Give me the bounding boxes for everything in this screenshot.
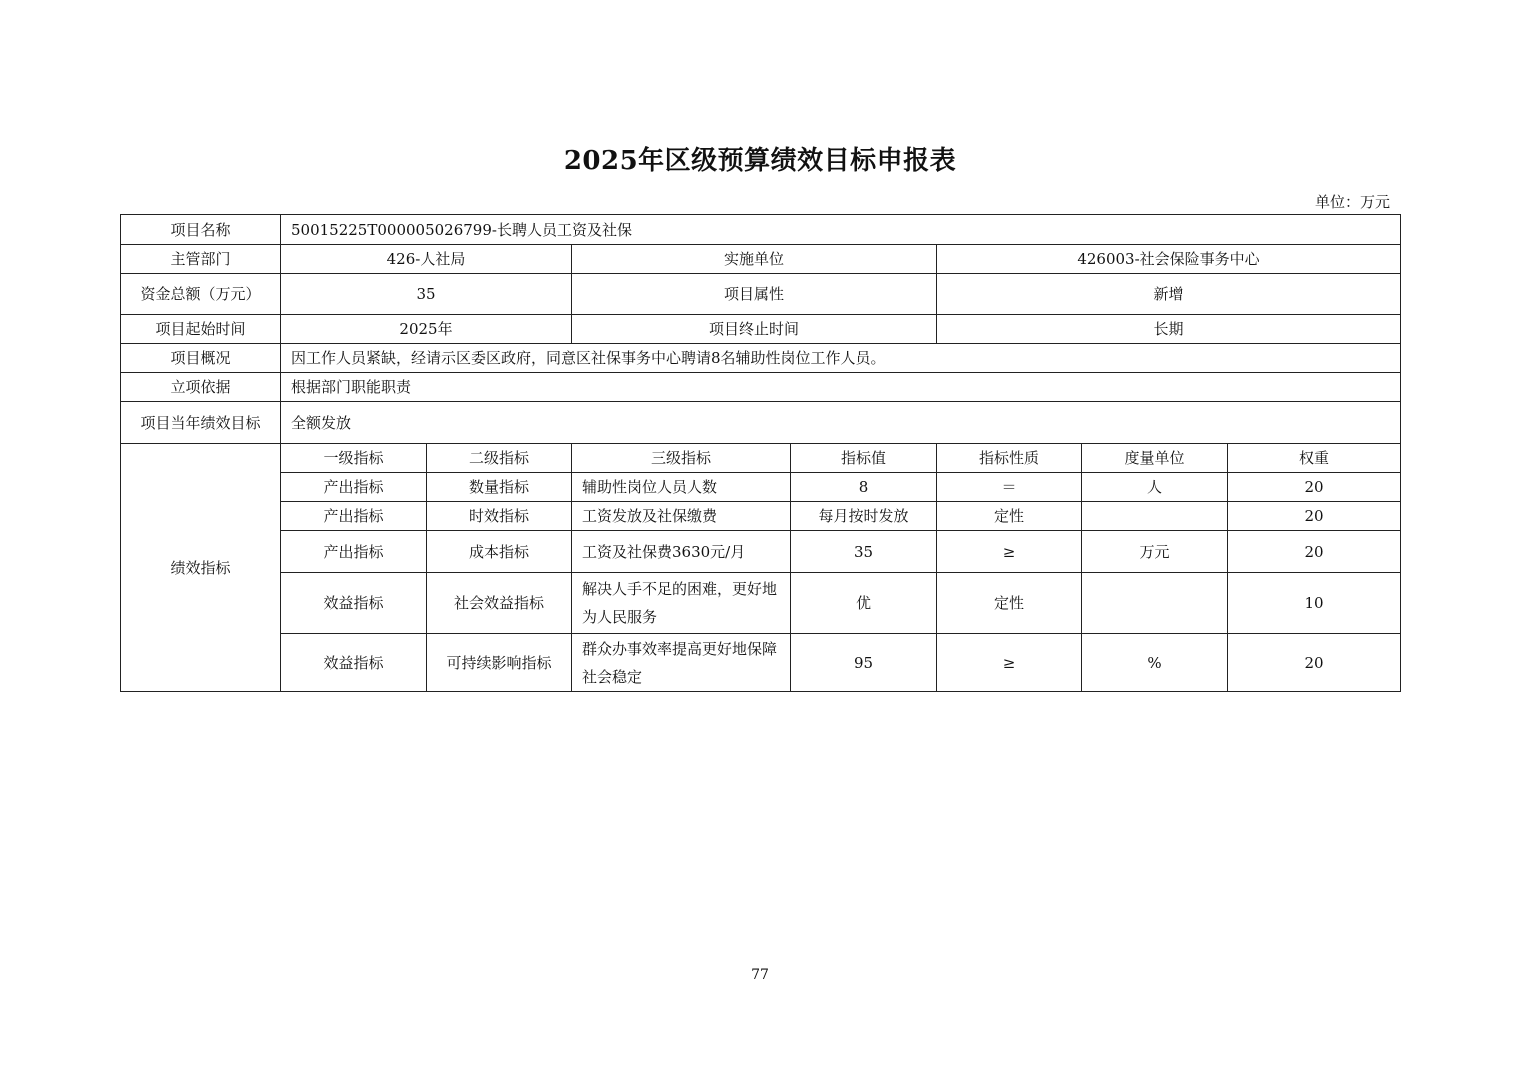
- level1-cell: 效益指标: [281, 573, 427, 634]
- value-cell: 每月按时发放: [791, 502, 937, 531]
- indicator-row: [121, 473, 1401, 502]
- header-value: 指标值: [791, 444, 937, 473]
- weight-cell: 20: [1228, 473, 1401, 502]
- level1-cell: 效益指标: [281, 634, 427, 692]
- level3-cell: 群众办事效率提高更好地保障社会稳定: [572, 634, 791, 692]
- level2-cell: 成本指标: [427, 531, 572, 573]
- end-value: 长期: [937, 315, 1401, 344]
- header-level3: 三级指标: [572, 444, 791, 473]
- row-basis: [121, 373, 1401, 402]
- nature-cell: 定性: [937, 573, 1082, 634]
- weight-cell: 20: [1228, 634, 1401, 692]
- performance-target-table: [120, 214, 1401, 692]
- level3-cell: 辅助性岗位人员人数: [572, 473, 791, 502]
- impl-unit-value: 426003-社会保险事务中心: [937, 245, 1401, 274]
- funds-value: 35: [281, 274, 572, 315]
- indicator-row: [121, 531, 1401, 573]
- level2-cell: 数量指标: [427, 473, 572, 502]
- unit-cell: [1082, 573, 1228, 634]
- value-cell: 优: [791, 573, 937, 634]
- indicator-row: [121, 573, 1401, 634]
- nature-cell: ＝: [937, 473, 1082, 502]
- unit-label: 单位：万元: [1314, 193, 1390, 211]
- level3-cell: 工资及社保费3630元/月: [572, 531, 791, 573]
- value-cell: 35: [791, 531, 937, 573]
- unit-cell: %: [1082, 634, 1228, 692]
- value-cell: 8: [791, 473, 937, 502]
- project-name-label: 项目名称: [121, 215, 281, 245]
- header-level2: 二级指标: [427, 444, 572, 473]
- dept-label: 主管部门: [121, 245, 281, 274]
- funds-label: 资金总额（万元）: [121, 274, 281, 315]
- dept-value: 426-人社局: [281, 245, 572, 274]
- project-name-value: 50015225T000005026799-长聘人员工资及社保: [281, 215, 1401, 245]
- indicator-row: [121, 634, 1401, 692]
- weight-cell: 20: [1228, 531, 1401, 573]
- unit-cell: [1082, 502, 1228, 531]
- overview-label: 项目概况: [121, 344, 281, 373]
- basis-value: 根据部门职能职责: [281, 373, 1401, 402]
- weight-cell: 20: [1228, 502, 1401, 531]
- level2-cell: 时效指标: [427, 502, 572, 531]
- row-overview: [121, 344, 1401, 373]
- indicator-row: [121, 502, 1401, 531]
- header-level1: 一级指标: [281, 444, 427, 473]
- level2-cell: 社会效益指标: [427, 573, 572, 634]
- level1-cell: 产出指标: [281, 502, 427, 531]
- nature-cell: 定性: [937, 502, 1082, 531]
- indicators-section-label: 绩效指标: [121, 444, 281, 692]
- level1-cell: 产出指标: [281, 473, 427, 502]
- impl-unit-label: 实施单位: [572, 245, 937, 274]
- header-unit: 度量单位: [1082, 444, 1228, 473]
- row-department: [121, 245, 1401, 274]
- unit-cell: 人: [1082, 473, 1228, 502]
- attr-value: 新增: [937, 274, 1401, 315]
- goal-label: 项目当年绩效目标: [121, 402, 281, 444]
- overview-value: 因工作人员紧缺，经请示区委区政府，同意区社保事务中心聘请8名辅助性岗位工作人员。: [281, 344, 1401, 373]
- row-project-name: [121, 215, 1401, 245]
- row-goal: [121, 402, 1401, 444]
- attr-label: 项目属性: [572, 274, 937, 315]
- goal-value: 全额发放: [281, 402, 1401, 444]
- basis-label: 立项依据: [121, 373, 281, 402]
- header-nature: 指标性质: [937, 444, 1082, 473]
- header-weight: 权重: [1228, 444, 1401, 473]
- indicator-header-row: [121, 444, 1401, 473]
- end-label: 项目终止时间: [572, 315, 937, 344]
- level1-cell: 产出指标: [281, 531, 427, 573]
- row-funds: [121, 274, 1401, 315]
- unit-cell: 万元: [1082, 531, 1228, 573]
- level2-cell: 可持续影响指标: [427, 634, 572, 692]
- level3-cell: 工资发放及社保缴费: [572, 502, 791, 531]
- level3-cell: 解决人手不足的困难，更好地为人民服务: [572, 573, 791, 634]
- nature-cell: ≥: [937, 634, 1082, 692]
- start-label: 项目起始时间: [121, 315, 281, 344]
- page-number: 77: [751, 967, 769, 983]
- value-cell: 95: [791, 634, 937, 692]
- document-title: 2025年区级预算绩效目标申报表: [563, 146, 957, 176]
- nature-cell: ≥: [937, 531, 1082, 573]
- start-value: 2025年: [281, 315, 572, 344]
- row-period: [121, 315, 1401, 344]
- weight-cell: 10: [1228, 573, 1401, 634]
